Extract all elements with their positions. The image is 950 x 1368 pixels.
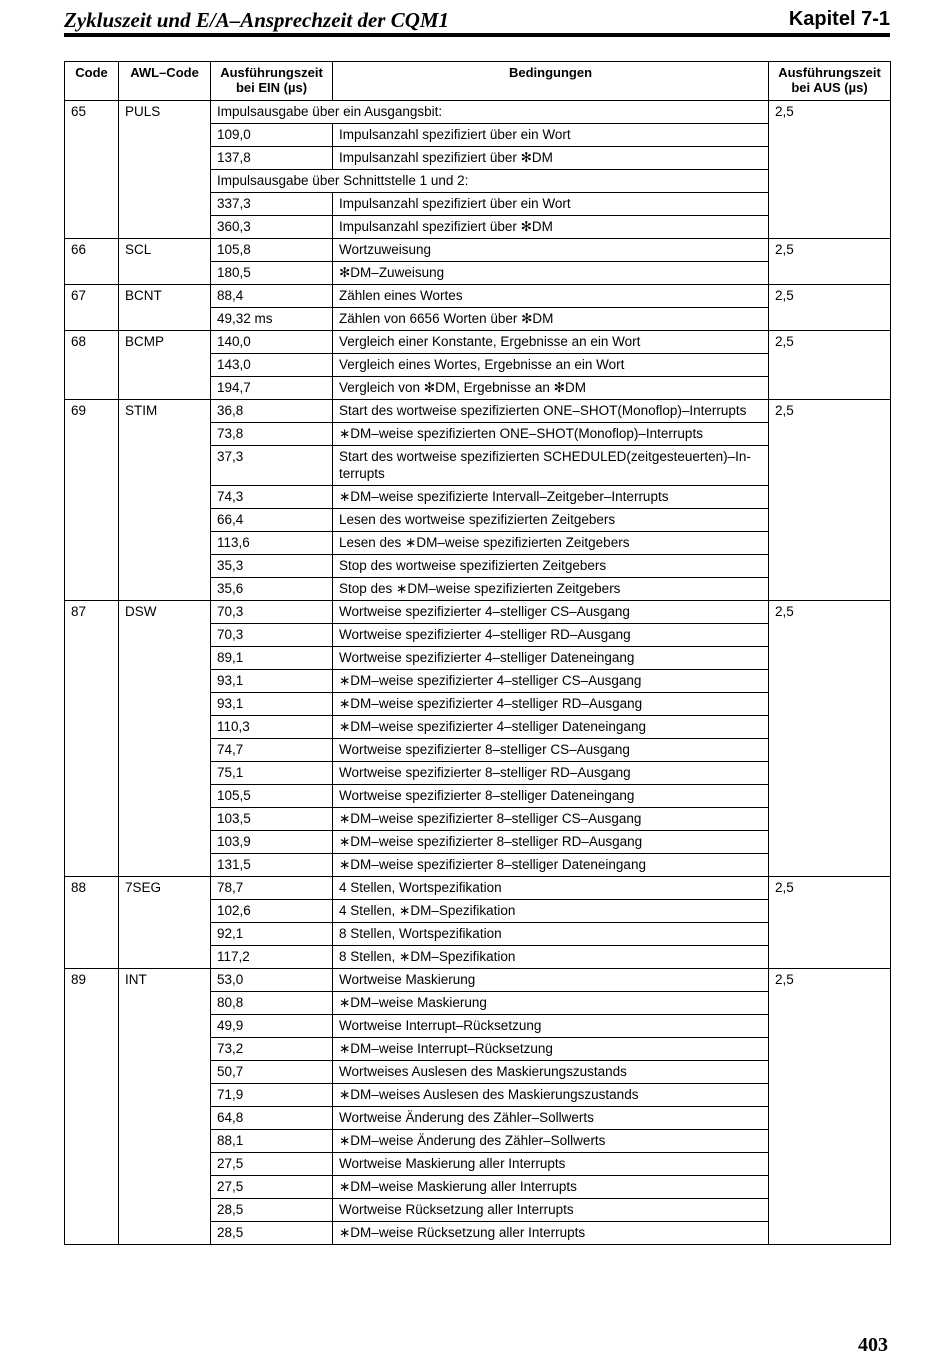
condition-text: 8 Stellen, Wortspezifikation	[339, 926, 502, 941]
cell-condition	[333, 578, 769, 601]
cell-ein-time: 194,7	[211, 377, 333, 400]
condition-text: ∗DM–weise spezifizierten ONE–SHOT(Monoflop)–Interrupts	[339, 426, 703, 441]
cell-condition	[333, 239, 769, 262]
table-header-row	[65, 62, 891, 101]
cell-ein-time: 27,5	[211, 1153, 333, 1176]
cell-ein-time: 92,1	[211, 923, 333, 946]
cell-condition	[333, 147, 769, 170]
cell-ein-time: 93,1	[211, 670, 333, 693]
cell-condition	[333, 1176, 769, 1199]
condition-text: ∗DM–weise spezifizierter 4–stelliger RD–Ausgang	[339, 696, 643, 711]
table-row	[65, 101, 891, 124]
cell-ein-time: 36,8	[211, 400, 333, 423]
cell-aus-time: 2,5	[769, 601, 891, 877]
cell-ein-time: 88,1	[211, 1130, 333, 1153]
cell-condition	[333, 423, 769, 446]
header-ein-line1: Ausführungszeit	[220, 65, 323, 80]
timing-table	[64, 61, 891, 1245]
cell-ein-time: 89,1	[211, 647, 333, 670]
condition-text: ∗DM–weise Interrupt–Rücksetzung	[339, 1041, 553, 1056]
cell-ein-time: 27,5	[211, 1176, 333, 1199]
cell-condition	[333, 1130, 769, 1153]
cell-awl-code: INT	[119, 969, 211, 1245]
cell-aus-time: 2,5	[769, 400, 891, 601]
page-number: 403	[858, 1334, 888, 1356]
cell-awl-code: PULS	[119, 101, 211, 239]
header-aus	[769, 62, 891, 101]
cell-ein-time: 109,0	[211, 124, 333, 147]
cell-ein-time: 93,1	[211, 693, 333, 716]
cell-condition	[333, 900, 769, 923]
cell-condition	[333, 532, 769, 555]
cell-ein-time: 140,0	[211, 331, 333, 354]
cell-condition	[333, 969, 769, 992]
cell-ein-time: 131,5	[211, 854, 333, 877]
cell-aus-time: 2,5	[769, 331, 891, 400]
header-aus-line2: bei AUS (µs)	[791, 80, 868, 95]
cell-ein-time: 49,9	[211, 1015, 333, 1038]
cell-ein-time: 73,2	[211, 1038, 333, 1061]
condition-text: Start des wortweise spezifizierten ONE–SHOT(Monoflop)–Interrupts	[339, 403, 747, 418]
table-row	[65, 601, 891, 624]
condition-text: Wortweise Änderung des Zähler–Sollwerts	[339, 1110, 594, 1125]
condition-text: 4 Stellen, Wortspezifikation	[339, 880, 502, 895]
condition-text: ∗DM–weise spezifizierter 8–stelliger RD–Ausgang	[339, 834, 643, 849]
condition-text: Wortweise spezifizierter 4–stelliger Dateneingang	[339, 650, 635, 665]
cell-ein-time: 88,4	[211, 285, 333, 308]
condition-text: ∗DM–weise Änderung des Zähler–Sollwerts	[339, 1133, 606, 1148]
cell-ein-time: 117,2	[211, 946, 333, 969]
condition-text: ∗DM–weise spezifizierter 8–stelliger Dateneingang	[339, 857, 646, 872]
condition-text: Impulsanzahl spezifiziert über ✻DM	[339, 219, 553, 234]
cell-ein-time: 105,8	[211, 239, 333, 262]
cell-awl-code: BCNT	[119, 285, 211, 331]
condition-text: Vergleich von ✻DM, Ergebnisse an ✻DM	[339, 380, 586, 395]
cell-condition	[333, 831, 769, 854]
cell-condition	[333, 1153, 769, 1176]
cell-ein-time: 28,5	[211, 1222, 333, 1245]
cell-section-label: Impulsausgabe über Schnittstelle 1 und 2:	[211, 170, 769, 193]
condition-text: Wortweise spezifizierter 8–stelliger CS–Ausgang	[339, 742, 630, 757]
cell-condition	[333, 446, 769, 486]
cell-condition	[333, 285, 769, 308]
cell-condition	[333, 193, 769, 216]
cell-condition	[333, 785, 769, 808]
table-row	[65, 877, 891, 900]
cell-awl-code: 7SEG	[119, 877, 211, 969]
cell-condition	[333, 670, 769, 693]
condition-text: Wortweise Maskierung	[339, 972, 476, 987]
cell-code: 65	[65, 101, 119, 239]
cell-ein-time: 74,7	[211, 739, 333, 762]
cell-ein-time: 75,1	[211, 762, 333, 785]
cell-condition	[333, 739, 769, 762]
cell-ein-time: 66,4	[211, 509, 333, 532]
cell-condition	[333, 1061, 769, 1084]
condition-text: Impulsanzahl spezifiziert über ein Wort	[339, 196, 571, 211]
cell-awl-code: SCL	[119, 239, 211, 285]
cell-code: 67	[65, 285, 119, 331]
cell-condition	[333, 1084, 769, 1107]
cell-condition	[333, 1015, 769, 1038]
cell-condition	[333, 624, 769, 647]
chapter-label: Kapitel 7-1	[788, 8, 890, 30]
cell-condition	[333, 1038, 769, 1061]
cell-condition	[333, 601, 769, 624]
table-row	[65, 969, 891, 992]
cell-condition	[333, 854, 769, 877]
condition-text: Wortweise Maskierung aller Interrupts	[339, 1156, 566, 1171]
cell-condition	[333, 124, 769, 147]
cell-code: 66	[65, 239, 119, 285]
cell-condition	[333, 308, 769, 331]
condition-text: ∗DM–weise spezifizierter 8–stelliger CS–Ausgang	[339, 811, 642, 826]
cell-ein-time: 102,6	[211, 900, 333, 923]
condition-text: Lesen des wortweise spezifizierten Zeitgebers	[339, 512, 616, 527]
cell-ein-time: 103,9	[211, 831, 333, 854]
cell-condition	[333, 946, 769, 969]
cell-section-label: Impulsausgabe über ein Ausgangsbit:	[211, 101, 769, 124]
cell-aus-time: 2,5	[769, 969, 891, 1245]
cell-ein-time: 110,3	[211, 716, 333, 739]
condition-text: ∗DM–weises Auslesen des Maskierungszustands	[339, 1087, 639, 1102]
cell-condition	[333, 486, 769, 509]
condition-text: Vergleich eines Wortes, Ergebnisse an ein Wort	[339, 357, 625, 372]
condition-text: ∗DM–weise spezifizierte Intervall–Zeitgeber–Interrupts	[339, 489, 669, 504]
cell-ein-time: 180,5	[211, 262, 333, 285]
cell-ein-time: 35,6	[211, 578, 333, 601]
cell-ein-time: 64,8	[211, 1107, 333, 1130]
cell-aus-time: 2,5	[769, 877, 891, 969]
cell-awl-code: DSW	[119, 601, 211, 877]
cell-ein-time: 70,3	[211, 601, 333, 624]
cell-ein-time: 137,8	[211, 147, 333, 170]
cell-aus-time: 2,5	[769, 101, 891, 239]
cell-ein-time: 50,7	[211, 1061, 333, 1084]
condition-text: ✻DM–Zuweisung	[339, 265, 445, 280]
cell-condition	[333, 377, 769, 400]
cell-condition	[333, 693, 769, 716]
cell-code: 68	[65, 331, 119, 400]
header-aus-line1: Ausführungszeit	[778, 65, 881, 80]
condition-text: Zählen eines Wortes	[339, 288, 463, 303]
cell-condition	[333, 762, 769, 785]
condition-text-continued: terrupts	[339, 466, 385, 481]
condition-text: Wortweises Auslesen des Maskierungszustands	[339, 1064, 627, 1079]
cell-condition	[333, 923, 769, 946]
header-ein	[211, 62, 333, 101]
page-title: Zykluszeit und E/A–Ansprechzeit der CQM1	[64, 8, 450, 32]
cell-aus-time: 2,5	[769, 285, 891, 331]
cell-ein-time: 80,8	[211, 992, 333, 1015]
cell-code: 89	[65, 969, 119, 1245]
cell-condition	[333, 216, 769, 239]
table-row	[65, 239, 891, 262]
condition-text: Lesen des ∗DM–weise spezifizierten Zeitgebers	[339, 535, 630, 550]
condition-text: ∗DM–weise spezifizierter 4–stelliger Dateneingang	[339, 719, 646, 734]
cell-ein-time: 35,3	[211, 555, 333, 578]
page-header	[64, 6, 890, 34]
cell-ein-time: 337,3	[211, 193, 333, 216]
header-bedingungen: Bedingungen	[333, 62, 769, 101]
condition-text: Wortweise spezifizierter 8–stelliger RD–Ausgang	[339, 765, 631, 780]
condition-text: Wortweise spezifizierter 4–stelliger CS–Ausgang	[339, 604, 630, 619]
cell-awl-code: BCMP	[119, 331, 211, 400]
cell-ein-time: 113,6	[211, 532, 333, 555]
cell-condition	[333, 400, 769, 423]
condition-text: Start des wortweise spezifizierten SCHEDULED(zeitgesteuerten)–In-	[339, 449, 751, 464]
cell-ein-time: 28,5	[211, 1199, 333, 1222]
condition-text: Wortweise Interrupt–Rücksetzung	[339, 1018, 542, 1033]
cell-ein-time: 37,3	[211, 446, 333, 486]
cell-code: 69	[65, 400, 119, 601]
cell-condition	[333, 808, 769, 831]
cell-code: 87	[65, 601, 119, 877]
cell-condition	[333, 877, 769, 900]
condition-text: ∗DM–weise Maskierung aller Interrupts	[339, 1179, 577, 1194]
cell-aus-time: 2,5	[769, 239, 891, 285]
cell-ein-time: 70,3	[211, 624, 333, 647]
condition-text: Impulsanzahl spezifiziert über ein Wort	[339, 127, 571, 142]
cell-ein-time: 53,0	[211, 969, 333, 992]
condition-text: Stop des wortweise spezifizierten Zeitgebers	[339, 558, 607, 573]
header-awl: AWL–Code	[119, 62, 211, 101]
cell-ein-time: 360,3	[211, 216, 333, 239]
condition-text: Stop des ∗DM–weise spezifizierten Zeitgebers	[339, 581, 621, 596]
condition-text: ∗DM–weise spezifizierter 4–stelliger CS–Ausgang	[339, 673, 642, 688]
cell-condition	[333, 354, 769, 377]
table-row	[65, 331, 891, 354]
condition-text: Zählen von 6656 Worten über ✻DM	[339, 311, 554, 326]
cell-awl-code: STIM	[119, 400, 211, 601]
header-rule	[64, 33, 890, 37]
condition-text: Wortweise spezifizierter 4–stelliger RD–Ausgang	[339, 627, 631, 642]
table-row	[65, 285, 891, 308]
table-row	[65, 400, 891, 423]
cell-ein-time: 73,8	[211, 423, 333, 446]
condition-text: Impulsanzahl spezifiziert über ✻DM	[339, 150, 553, 165]
header-code: Code	[65, 62, 119, 101]
condition-text: ∗DM–weise Rücksetzung aller Interrupts	[339, 1225, 586, 1240]
cell-code: 88	[65, 877, 119, 969]
cell-ein-time: 143,0	[211, 354, 333, 377]
cell-ein-time: 103,5	[211, 808, 333, 831]
cell-condition	[333, 555, 769, 578]
cell-condition	[333, 647, 769, 670]
cell-ein-time: 78,7	[211, 877, 333, 900]
cell-condition	[333, 331, 769, 354]
condition-text: ∗DM–weise Maskierung	[339, 995, 487, 1010]
condition-text: Vergleich einer Konstante, Ergebnisse an ein Wort	[339, 334, 641, 349]
cell-condition	[333, 509, 769, 532]
table-body	[65, 101, 891, 1245]
cell-ein-time: 71,9	[211, 1084, 333, 1107]
cell-ein-time: 49,32 ms	[211, 308, 333, 331]
cell-condition	[333, 1107, 769, 1130]
condition-text: 8 Stellen, ∗DM–Spezifikation	[339, 949, 516, 964]
cell-condition	[333, 1199, 769, 1222]
cell-ein-time: 105,5	[211, 785, 333, 808]
condition-text: Wortweise Rücksetzung aller Interrupts	[339, 1202, 574, 1217]
condition-text: Wortzuweisung	[339, 242, 432, 257]
condition-text: Wortweise spezifizierter 8–stelliger Dateneingang	[339, 788, 635, 803]
cell-condition	[333, 716, 769, 739]
condition-text: 4 Stellen, ∗DM–Spezifikation	[339, 903, 516, 918]
header-ein-line2: bei EIN (µs)	[235, 80, 308, 95]
cell-condition	[333, 1222, 769, 1245]
cell-condition	[333, 262, 769, 285]
cell-condition	[333, 992, 769, 1015]
cell-ein-time: 74,3	[211, 486, 333, 509]
